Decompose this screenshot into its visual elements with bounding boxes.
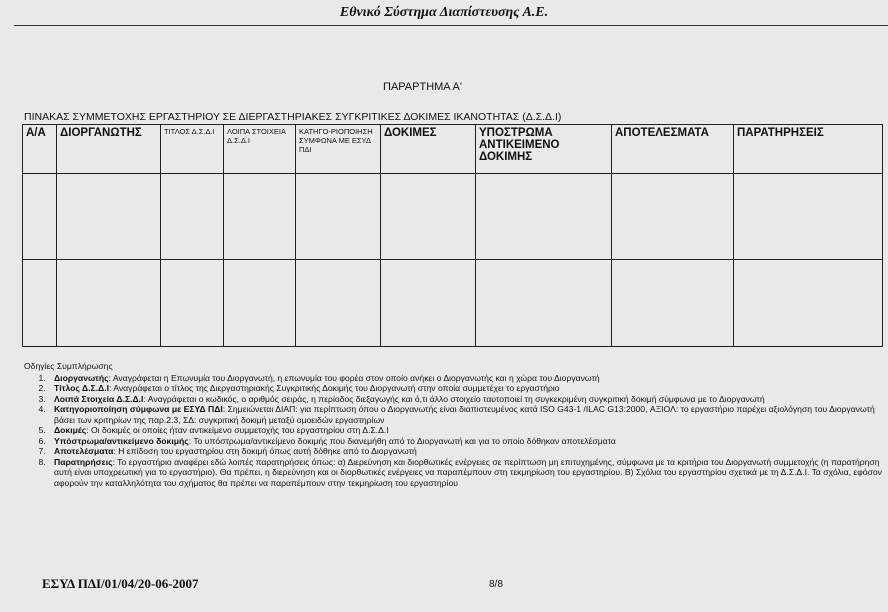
table-cell xyxy=(381,260,476,347)
page-number: 8/8 xyxy=(489,579,503,590)
table-cell xyxy=(57,260,161,347)
col-header-substrate: ΥΠΟΣΤΡΩΜΑ ΑΝΤΙΚΕΙΜΕΝΟ ΔΟΚΙΜΗΣ xyxy=(476,125,612,174)
instruction-item: 8. Παρατηρήσεις: Το εργαστήριο αναφέρει εδώ λοιπές παρατηρήσεις όπως: α) Διερεύνηση και διορθωτικές ενέργειες σε περίπτωση μη επιτυχημένης, σύμφωνα με τα κριτήρια του Διοργανωτή συμμετοχής (η παρατήρηση αυτή είναι υποχρεωτική για το εργαστήριο). Θα πρέπει, η διερεύνηση και οι διορθωτικές ενέργειες να παραπέμπουν στη τεκμηρίωση του εργαστηρίου. Β) Σχόλια του εργαστηρίου σχετικά με τη Δ.Σ.Δ.Ι. Τα σχόλια, εφόσον αφορούν την καταλληλότητα του σχήματος θα πρέπει να παραπέμπουν στην τεκμηρίωση του εργαστηρίου xyxy=(48,457,884,489)
table-header-row xyxy=(23,125,883,174)
table-cell xyxy=(57,174,161,260)
instruction-item: 1. Διοργανωτής: Αναγράφεται η Επωνυμία του Διοργανωτή, η επωνυμία του φορέα στον οποίο ανήκει ο Διοργανωτής και η χώρα του Διοργανωτή xyxy=(48,373,884,384)
header-title: Εθνικό Σύστημα Διαπίστευσης Α.Ε. xyxy=(339,5,549,20)
col-header-tests: ΔΟΚΙΜΕΣ xyxy=(381,125,476,174)
header-divider xyxy=(14,25,888,26)
col-header-remarks: ΠΑΡΑΤΗΡΗΣΕΙΣ xyxy=(734,125,883,174)
table-cell xyxy=(161,260,224,347)
col-header-results: ΑΠΟΤΕΛΕΣΜΑΤΑ xyxy=(612,125,734,174)
table-title: ΠΙΝΑΚΑΣ ΣΥΜΜΕΤΟΧΗΣ ΕΡΓΑΣΤΗΡΙΟΥ ΣΕ ΔΙΕΡΓΑΣΤΗΡΙΑΚΕΣ ΣΥΓΚΡΙΤΙΚΕΣ ΔΟΚΙΜΕΣ ΙΚΑΝΟΤΗΤΑΣ (Δ.Σ.Δ.Ι) xyxy=(24,111,562,123)
table-cell xyxy=(734,174,883,260)
instructions-list xyxy=(24,373,884,489)
col-header-aa: Α/Α xyxy=(23,125,57,174)
col-header-other-details: ΛΟΙΠΑ ΣΤΟΙΧΕΙΑ Δ.Σ.Δ.Ι xyxy=(224,125,296,174)
annex-title: ΠΑΡΑΡΤΗΜΑ Α' xyxy=(383,81,462,93)
col-header-organizer: ΔΙΟΡΓΑΝΩΤΗΣ xyxy=(57,125,161,174)
table-cell xyxy=(476,260,612,347)
instruction-item: 4. Κατηγοριοποίηση σύμφωνα με ΕΣΥΔ ΠΔΙ: Σημειώνεται ΔΙΑΠ: για περίπτωση όπου ο Διοργανωτής είναι διαπιστευμένος κατά ISO G43-1 /ILAC G13:2000, ΑΞΙΟΛ: το εργαστήριο παρέχει αξιολόγηση του Διοργανωτή βάσει των κριτηρίων της παρ.2.3, ΣΔ: συγκριτική δοκιμή μεταξύ ομοειδών εργαστηρίων xyxy=(48,404,884,425)
table-cell xyxy=(224,260,296,347)
table-cell xyxy=(612,260,734,347)
instructions-intro: Οδηγίες Συμπλήρωσης xyxy=(24,361,113,371)
col-header-categorization: ΚΑΤΗΓΟ-ΡΙΟΠΟΙΗΣΗ ΣΥΜΦΩΝΑ ΜΕ ΕΣΥΔ ΠΔΙ xyxy=(296,125,381,174)
instruction-item: 5. Δοκιμές: Οι δοκιμές οι οποίες ήταν αντικείμενο συμμετοχής του εργαστηρίου στη Δ.Σ.Δ.Ι xyxy=(48,425,884,436)
table-row xyxy=(23,260,883,347)
col-header-title: ΤΙΤΛΟΣ Δ.Σ.Δ.Ι xyxy=(161,125,224,174)
table-cell xyxy=(612,174,734,260)
instruction-item: 7. Αποτελέσματα: Η επίδοση του εργαστηρίου στη δοκιμή όπως αυτή δόθηκε από το Διοργανωτή xyxy=(48,446,884,457)
instruction-item: 2. Τίτλος Δ.Σ.Δ.Ι: Αναγράφεται ο τίτλος της Διεργαστηριακής Συγκριτικής Δοκιμής του Διοργανωτή στην οποία συμμετέχει το εργαστήριο xyxy=(48,383,884,394)
document-code: ΕΣΥΔ ΠΔΙ/01/04/20-06-2007 xyxy=(42,576,199,591)
table-cell xyxy=(161,174,224,260)
table-cell xyxy=(296,260,381,347)
participation-table xyxy=(22,124,883,347)
table-row xyxy=(23,174,883,260)
table-cell xyxy=(296,174,381,260)
instructions xyxy=(24,361,884,488)
instruction-item: 6. Υπόστρωμα/αντικείμενο δοκιμής: Το υπόστρωμα/αντικείμενο δοκιμής που διανεμήθη από το Διοργανωτή και για το οποίο δόθηκαν αποτελέσματα xyxy=(48,436,884,447)
table-cell xyxy=(23,260,57,347)
instruction-item: 3. Λοιπά Στοιχεία Δ.Σ.Δ.Ι: Αναγράφεται ο κωδικός, ο αριθμός σειράς, η περίοδος διεξαγωγής και ό,τι άλλο στοιχείο ταυτοποιεί τη συγκεκριμένη συγκριτική δοκιμή σύμφωνα με το Διοργανωτή xyxy=(48,394,884,405)
table-cell xyxy=(476,174,612,260)
table-cell xyxy=(381,174,476,260)
table-cell xyxy=(23,174,57,260)
table-cell xyxy=(734,260,883,347)
table-cell xyxy=(224,174,296,260)
